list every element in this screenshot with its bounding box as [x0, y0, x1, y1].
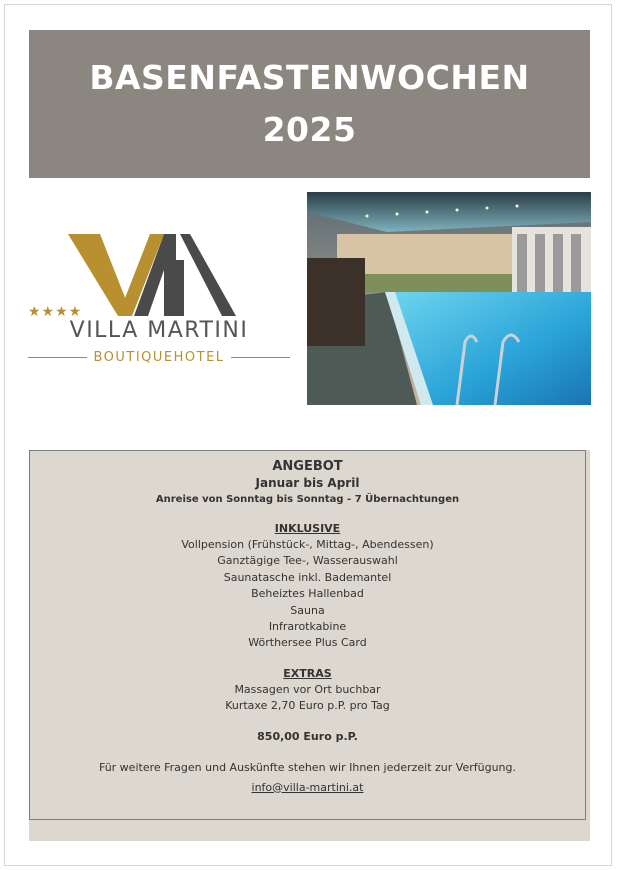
banner-title: BASENFASTENWOCHEN [89, 58, 530, 97]
offer-box [29, 450, 586, 820]
offer-title: ANGEBOT [272, 459, 343, 474]
list-item: Vollpension (Frühstück-, Mittag-, Abendessen) [181, 538, 434, 551]
extras-heading: EXTRAS [283, 666, 332, 680]
hotel-subtitle-row [28, 350, 290, 365]
hotel-subtitle: BOUTIQUEHOTEL [93, 350, 225, 365]
pool-image-icon [307, 192, 591, 405]
list-item: Ganztägige Tee-, Wasserauswahl [217, 554, 398, 568]
star-rating: ★★★★ [28, 304, 83, 320]
list-item: Wörthersee Plus Card [248, 636, 367, 650]
list-item: Massagen vor Ort buchbar [234, 682, 381, 696]
divider [231, 357, 290, 358]
list-item: Sauna [290, 603, 325, 617]
email-link[interactable]: info@villa-martini.at [251, 780, 364, 794]
indoor-pool-photo [307, 192, 591, 405]
vm-monogram-icon [68, 230, 238, 320]
banner-year: 2025 [262, 110, 357, 149]
list-item: Beheiztes Hallenbad [251, 587, 364, 601]
divider [28, 357, 87, 358]
offer-arrival: Anreise von Sonntag bis Sonntag - 7 Übernachtungen [155, 494, 460, 505]
villa-martini-logo [28, 224, 290, 374]
hotel-name: VILLA MARTINI [69, 318, 249, 343]
title-banner [29, 30, 590, 178]
list-item: Kurtaxe 2,70 Euro p.P. pro Tag [225, 699, 390, 713]
price: 850,00 Euro p.P. [257, 729, 358, 743]
offer-period: Januar bis April [255, 476, 360, 490]
list-item: Infrarotkabine [268, 620, 347, 634]
closing-text: Für weitere Fragen und Auskünfte stehen wir Ihnen jederzeit zur Verfügung. [98, 760, 517, 774]
list-item: Saunatasche inkl. Bademantel [223, 570, 392, 584]
inclusive-heading: INKLUSIVE [274, 522, 341, 535]
